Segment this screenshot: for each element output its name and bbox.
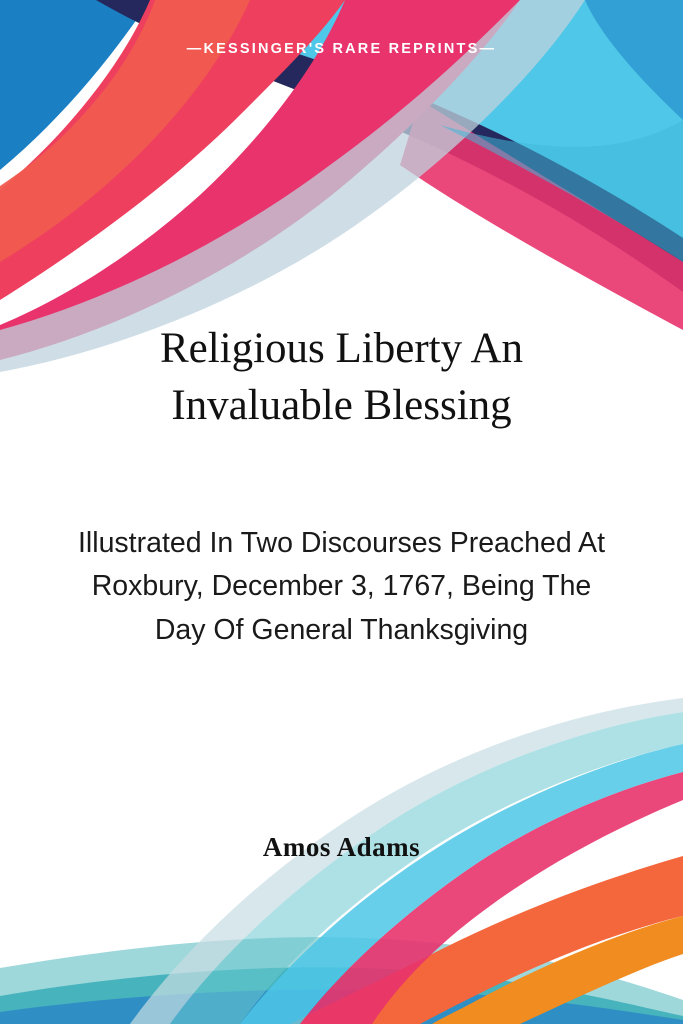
- imprint-text: —KESSINGER'S RARE REPRINTS—: [186, 41, 497, 57]
- book-subtitle: Illustrated In Two Discourses Preached At Roxbury, December 3, 1767, Being The Day Of General Thanksgiving: [78, 527, 605, 646]
- book-title: Religious Liberty An Invaluable Blessing: [159, 325, 524, 430]
- book-author: Amos Adams: [262, 832, 421, 862]
